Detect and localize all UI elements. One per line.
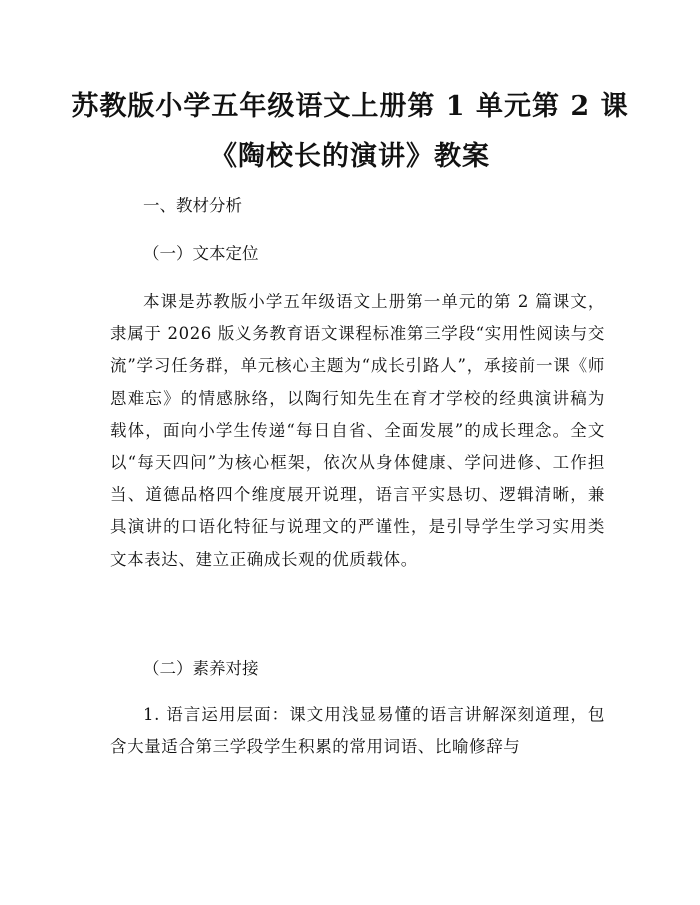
body-paragraph-text-positioning: 本课是苏教版小学五年级语文上册第一单元的第 2 篇课文，隶属于 2026 版义务教育语文课程标准第三学段“实用性阅读与交流”学习任务群，单元核心主题为“成长引路人”，承接前一课《师恩难忘》的情感脉络，以陶行知先生在育才学校的经典演讲稿为载体，面向小学生传递“每日自省、全面发展”的成长理念。全文以“每天四问”为核心框架，依次从身体健康、学问进修、工作担当、道德品格四个维度展开说理，语言平实恳切、逻辑清晰，兼具演讲的口语化特征与说理文的严谨性，是引导学生学习实用类文本表达、建立正确成长观的优质载体。: [110, 292, 605, 569]
subsection-heading-literacy-alignment: （二）素养对接: [143, 659, 259, 678]
section-heading-teaching-material-analysis: 一、教材分析: [143, 196, 242, 215]
subsection-heading-text-positioning: （一）文本定位: [143, 244, 259, 263]
body-paragraph-literacy-alignment: 1. 语言运用层面：课文用浅显易懂的语言讲解深刻道理，包含大量适合第三学段学生积累的常用词语、比喻修辞与: [110, 705, 605, 757]
document-title-line2: 《陶校长的演讲》教案: [210, 141, 490, 172]
document-title-line1: 苏教版小学五年级语文上册第 1 单元第 2 课: [71, 91, 629, 122]
